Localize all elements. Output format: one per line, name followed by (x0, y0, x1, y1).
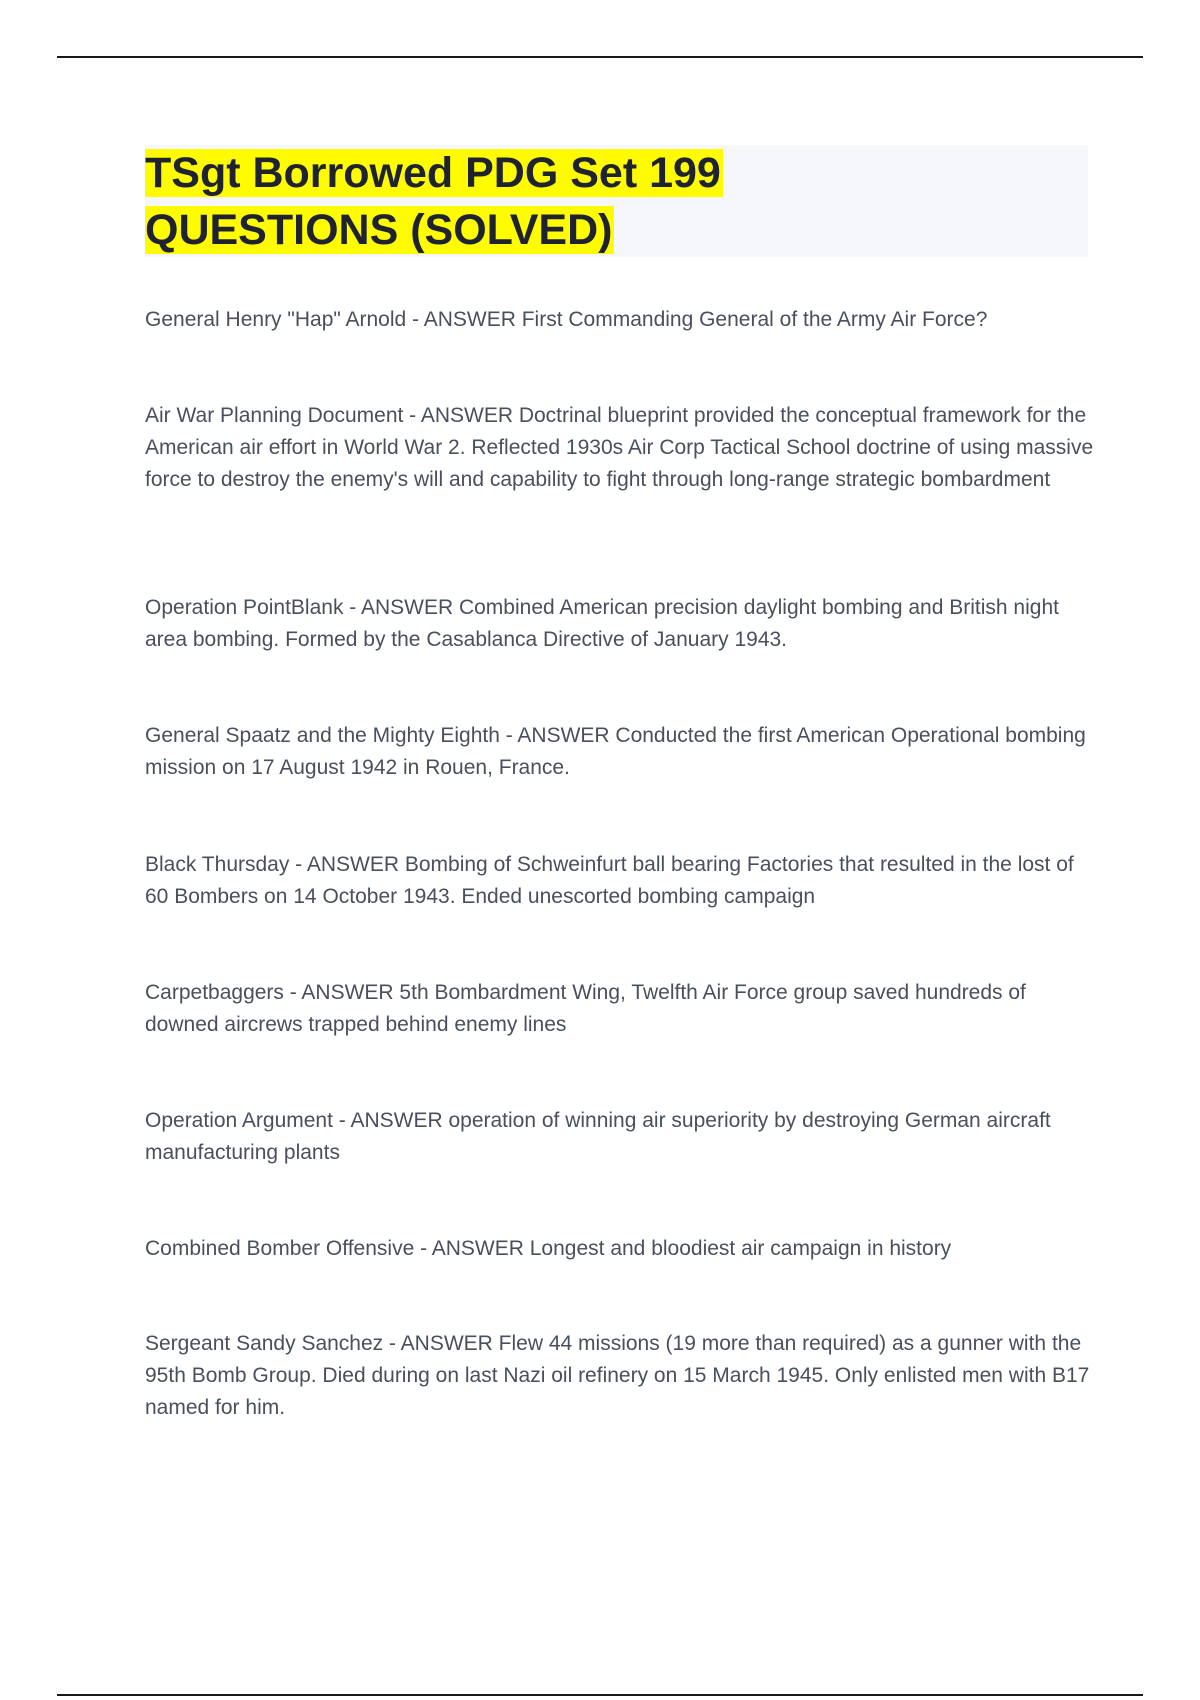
qa-item-pointblank: Operation PointBlank - ANSWER Combined American precision daylight bombing and British night area bombing. Formed by the Casablanca Directive of January 1943. (145, 596, 1059, 651)
qa-item-black-thursday: Black Thursday - ANSWER Bombing of Schweinfurt ball bearing Factories that resulted in the lost of 60 Bombers on 14 October 1943. Ended unescorted bombing campaign (145, 853, 1074, 908)
qa-item-awpd: Air War Planning Document - ANSWER Doctrinal blueprint provided the conceptual framework for the American air effort in World War 2. Reflected 1930s Air Corp Tactical School doctrine of using massive force to destroy the enemy's will and capability to fight through long-range strategic bombardment (145, 404, 1094, 491)
bottom-rule (57, 1694, 1143, 1696)
qa-item-cbo: Combined Bomber Offensive - ANSWER Longest and bloodiest air campaign in history (145, 1237, 952, 1260)
qa-item-spaatz: General Spaatz and the Mighty Eighth - ANSWER Conducted the first American Operational bombing mission on 17 August 1942 in Rouen, France. (145, 724, 1086, 779)
qa-item-carpetbaggers: Carpetbaggers - ANSWER 5th Bombardment Wing, Twelfth Air Force group saved hundreds of downed aircrews trapped behind enemy lines (145, 981, 1026, 1036)
qa-item-sanchez: Sergeant Sandy Sanchez - ANSWER Flew 44 missions (19 more than required) as a gunner with the 95th Bomb Group. Died during on last Nazi oil refinery on 15 March 1945. Only enlisted men with B17 named for him. (145, 1332, 1090, 1419)
title-block (145, 145, 1088, 257)
page-title (145, 145, 1088, 259)
qa-item-argument: Operation Argument - ANSWER operation of winning air superiority by destroying German aircraft manufacturing plants (145, 1109, 1051, 1164)
top-rule (57, 56, 1143, 58)
title-line-1: TSgt Borrowed PDG Set 199 (145, 149, 721, 197)
qa-item-arnold: General Henry "Hap" Arnold - ANSWER First Commanding General of the Army Air Force? (145, 308, 988, 331)
title-line-2: QUESTIONS (SOLVED) (145, 206, 613, 254)
